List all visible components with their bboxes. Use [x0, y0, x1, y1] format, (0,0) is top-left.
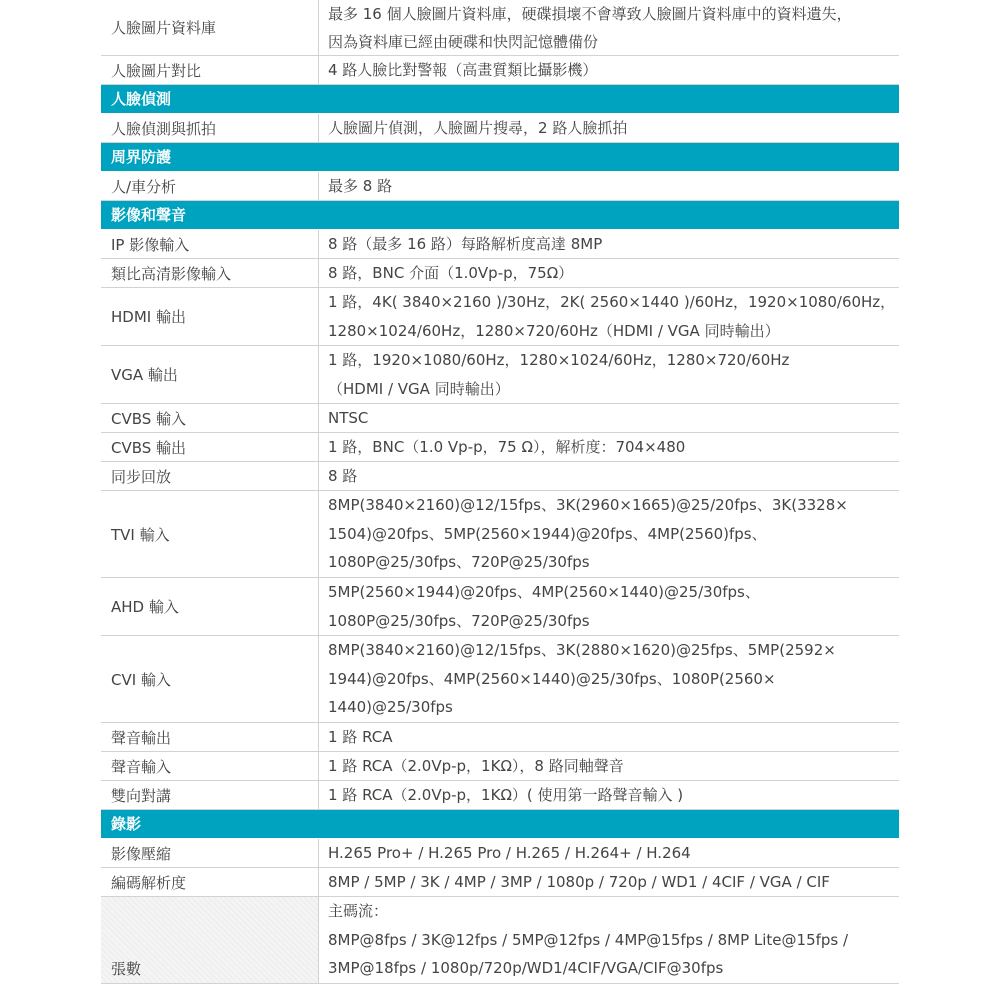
spec-value-line: 因為資料庫已經由硬碟和快閃記憶體備份 [328, 32, 599, 51]
spec-value-line: 8MP / 5MP / 3K / 4MP / 3MP / 1080p / 720p / WD1 / 4CIF / VGA / CIF [328, 873, 830, 891]
spec-label: TVI 輸入 [101, 491, 319, 577]
spec-row [101, 839, 899, 868]
spec-value [319, 636, 899, 722]
spec-value-line: 主碼流： [328, 902, 389, 920]
spec-value [319, 578, 899, 635]
spec-label: 人臉圖片資料庫 [101, 0, 319, 55]
spec-value [319, 723, 899, 751]
spec-value [319, 230, 899, 258]
spec-value [319, 172, 899, 200]
spec-value [319, 462, 899, 490]
spec-value-line: 1944)@20fps、4MP(2560×1440)@25/30fps、1080P(2560× [328, 669, 776, 688]
spec-row [101, 752, 899, 781]
spec-value-line: 1 路，4K( 3840×2160 )/30Hz，2K( 2560×1440 )/60Hz，1920×1080/60Hz， [328, 293, 896, 311]
spec-row [101, 781, 899, 810]
spec-label: 人/車分析 [101, 172, 319, 200]
spec-label: 聲音輸出 [101, 723, 319, 751]
section-header: 周界防護 [101, 143, 899, 172]
spec-row [101, 346, 899, 404]
spec-value [319, 752, 899, 780]
spec-value-line: 1 路 RCA（2.0Vp-p，1KΩ），8 路同軸聲音 [328, 757, 624, 775]
spec-row [101, 259, 899, 288]
spec-value-line: 1 路 RCA [328, 728, 393, 746]
spec-value-line: 1 路，1920×1080/60Hz，1280×1024/60Hz，1280×720/60Hz [328, 351, 790, 369]
spec-label: 影像壓縮 [101, 839, 319, 867]
spec-label: IP 影像輸入 [101, 230, 319, 258]
spec-value [319, 491, 899, 577]
spec-value-line: 8MP@8fps / 3K@12fps / 5MP@12fps / 4MP@15fps / 8MP Lite@15fps / [328, 930, 849, 949]
spec-value [319, 56, 899, 84]
spec-label: CVBS 輸出 [101, 433, 319, 461]
spec-row [101, 172, 899, 201]
spec-value-line: 8 路（最多 16 路）每路解析度高達 8MP [328, 235, 603, 253]
spec-row [101, 0, 899, 56]
spec-row [101, 462, 899, 491]
spec-value-line: 1280×1024/60Hz，1280×720/60Hz（HDMI / VGA 同時輸出） [328, 321, 780, 340]
spec-row [101, 433, 899, 462]
spec-row [101, 897, 899, 984]
spec-value-line: 8MP(3840×2160)@12/15fps、3K(2880×1620)@25fps、5MP(2592× [328, 641, 836, 659]
spec-row [101, 114, 899, 143]
spec-row [101, 56, 899, 85]
spec-label: 聲音輸入 [101, 752, 319, 780]
spec-value [319, 868, 899, 896]
spec-label: HDMI 輸出 [101, 288, 319, 345]
spec-label: CVBS 輸入 [101, 404, 319, 432]
spec-value-line: 8 路 [328, 467, 358, 485]
spec-label: CVI 輸入 [101, 636, 319, 722]
spec-value-line: 5MP(2560×1944)@20fps、4MP(2560×1440)@25/30fps、 [328, 583, 760, 601]
spec-label: 編碼解析度 [101, 868, 319, 896]
spec-value [319, 114, 899, 142]
spec-value-line: 8 路，BNC 介面（1.0Vp-p，75Ω） [328, 264, 574, 282]
spec-value [319, 433, 899, 461]
spec-value [319, 404, 899, 432]
spec-label: VGA 輸出 [101, 346, 319, 403]
spec-label: 張數 [101, 897, 319, 983]
spec-label: 人臉圖片對比 [101, 56, 319, 84]
spec-value-line: 1 路 RCA（2.0Vp-p，1KΩ）( 使用第一路聲音輸入 ) [328, 786, 684, 804]
spec-value-line: 最多 8 路 [328, 177, 393, 195]
spec-value [319, 0, 899, 55]
spec-label: 人臉偵測與抓拍 [101, 114, 319, 142]
spec-value-line: （HDMI / VGA 同時輸出） [328, 379, 510, 398]
spec-label: AHD 輸入 [101, 578, 319, 635]
spec-row [101, 491, 899, 578]
spec-value-line: 1 路，BNC（1.0 Vp-p，75 Ω），解析度：704×480 [328, 438, 686, 456]
spec-value [319, 346, 899, 403]
spec-value-line: NTSC [328, 409, 369, 427]
spec-row [101, 578, 899, 636]
spec-row [101, 723, 899, 752]
spec-value-line: 1080P@25/30fps、720P@25/30fps [328, 611, 590, 630]
spec-value-line: 4 路人臉比對警報（高畫質類比攝影機） [328, 61, 598, 79]
spec-table [101, 0, 899, 984]
spec-value [319, 259, 899, 287]
spec-value [319, 288, 899, 345]
spec-row [101, 288, 899, 346]
spec-label: 類比高清影像輸入 [101, 259, 319, 287]
spec-value-line: 1440)@25/30fps [328, 698, 453, 717]
spec-row [101, 868, 899, 897]
section-header: 影像和聲音 [101, 201, 899, 230]
spec-row [101, 230, 899, 259]
spec-value-line: H.265 Pro+ / H.265 Pro / H.265 / H.264+ / H.264 [328, 844, 691, 862]
spec-value-line: 最多 16 個人臉圖片資料庫，硬碟損壞不會導致人臉圖片資料庫中的資料遺失， [328, 5, 852, 23]
spec-row [101, 404, 899, 433]
spec-value-line: 3MP@18fps / 1080p/720p/WD1/4CIF/VGA/CIF@30fps [328, 959, 724, 978]
spec-value [319, 781, 899, 809]
spec-row [101, 636, 899, 723]
spec-value [319, 839, 899, 867]
spec-value-line: 1504)@20fps、5MP(2560×1944)@20fps、4MP(2560)fps、 [328, 524, 767, 543]
spec-label: 雙向對講 [101, 781, 319, 809]
section-header: 人臉偵測 [101, 85, 899, 114]
spec-value [319, 897, 899, 983]
section-header: 錄影 [101, 810, 899, 839]
spec-value-line: 人臉圖片偵測，人臉圖片搜尋，2 路人臉抓拍 [328, 119, 628, 137]
spec-value-line: 1080P@25/30fps、720P@25/30fps [328, 553, 590, 572]
spec-value-line: 8MP(3840×2160)@12/15fps、3K(2960×1665)@25/20fps、3K(3328× [328, 496, 848, 514]
spec-label: 同步回放 [101, 462, 319, 490]
